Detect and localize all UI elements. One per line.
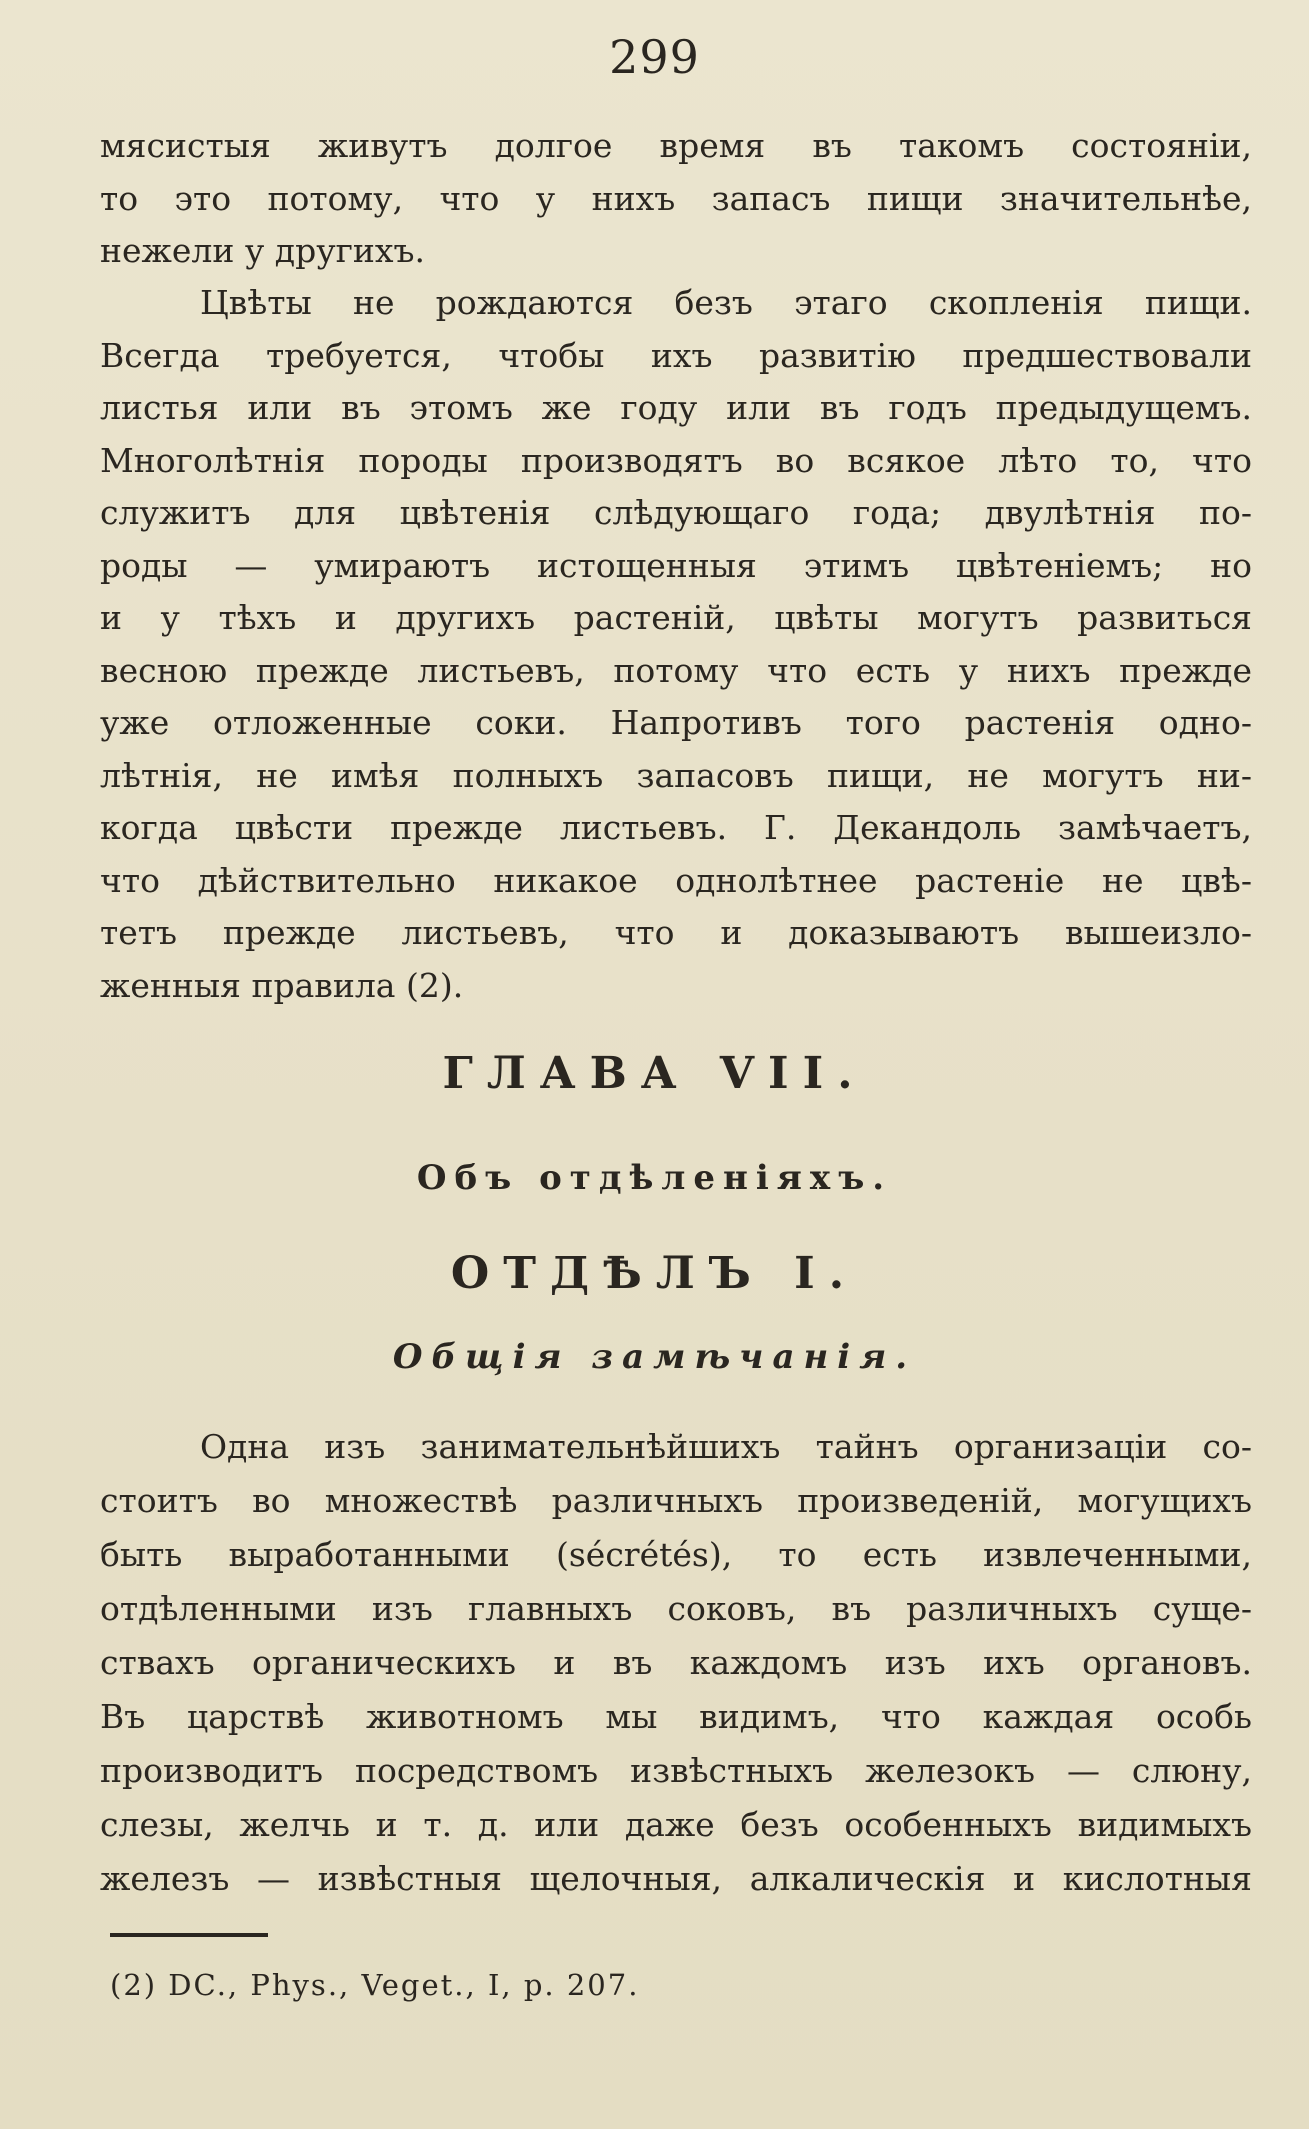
- subsection-title: Общія замѣчанія.: [392, 1337, 917, 1377]
- text-line: Цвѣты не рождаются безъ этаго скопленія пищи.: [200, 283, 1252, 322]
- text-line: Всегда требуется, чтобы ихъ развитію предшествовали: [100, 335, 1252, 375]
- text-line: мясистыя живутъ долгое время въ такомъ состояніи,: [100, 126, 1252, 165]
- section-heading: Объ отдѣленіяхъ.: [416, 1158, 893, 1198]
- text-line: тетъ прежде листьевъ, что и доказываютъ вышеизло-: [100, 913, 1252, 952]
- text-line: то это потому, что у нихъ запасъ пищи значительнѣе,: [100, 178, 1252, 218]
- footnote-divider: [110, 1933, 268, 1937]
- text-line: роды — умираютъ истощенныя этимъ цвѣтеніемъ; но: [100, 545, 1252, 585]
- paragraph-flowers: [100, 277, 1252, 1012]
- text-line: когда цвѣсти прежде листьевъ. Г. Декандоль замѣчаетъ,: [100, 808, 1252, 847]
- text-line: женныя правила (2).: [100, 965, 464, 1005]
- text-line: стоитъ во множествѣ различныхъ произведеній, могущихъ: [100, 1481, 1252, 1520]
- chapter-heading: ГЛАВА VII.: [442, 1048, 867, 1099]
- text-line: весною прежде листьевъ, потому что есть у нихъ прежде: [100, 650, 1252, 690]
- paragraph-secretions: [100, 1420, 1252, 1906]
- page-number: 299: [609, 30, 700, 84]
- text-line: Въ царствѣ животномъ мы видимъ, что каждая особь: [100, 1697, 1252, 1736]
- text-line: лѣтнія, не имѣя полныхъ запасовъ пищи, не могутъ ни-: [100, 755, 1252, 795]
- subsection-heading: ОТДѢЛЪ I.: [450, 1248, 859, 1299]
- paragraph-continuation: [100, 120, 1252, 278]
- text-line: производитъ посредствомъ извѣстныхъ железокъ — слюну,: [100, 1751, 1252, 1790]
- text-line: быть выработанными (sécrétés), то есть извлеченными,: [100, 1535, 1252, 1574]
- text-line: слезы, желчь и т. д. или даже безъ особенныхъ видимыхъ: [100, 1805, 1252, 1844]
- footnote: (2) DC., Phys., Veget., I, p. 207.: [110, 1968, 640, 2002]
- text-line: нежели у другихъ.: [100, 231, 426, 270]
- text-line: Одна изъ занимательнѣйшихъ тайнъ организаціи со-: [200, 1427, 1252, 1466]
- text-line: что дѣйствительно никакое однолѣтнее растеніе не цвѣ-: [100, 860, 1252, 900]
- text-line: служитъ для цвѣтенія слѣдующаго года; двулѣтнія по-: [100, 493, 1252, 532]
- text-line: и у тѣхъ и другихъ растеній, цвѣты могутъ развиться: [100, 598, 1252, 637]
- text-line: Многолѣтнія породы производятъ во всякое лѣто то, что: [100, 440, 1252, 480]
- text-line: листья или въ этомъ же году или въ годъ предыдущемъ.: [100, 388, 1252, 427]
- text-line: отдѣленными изъ главныхъ соковъ, въ различныхъ суще-: [100, 1589, 1252, 1628]
- text-line: железъ — извѣстныя щелочныя, алкалическія и кислотныя: [100, 1859, 1252, 1898]
- text-line: ствахъ органическихъ и въ каждомъ изъ ихъ органовъ.: [100, 1643, 1252, 1682]
- text-line: уже отложенные соки. Напротивъ того растенія одно-: [100, 703, 1252, 742]
